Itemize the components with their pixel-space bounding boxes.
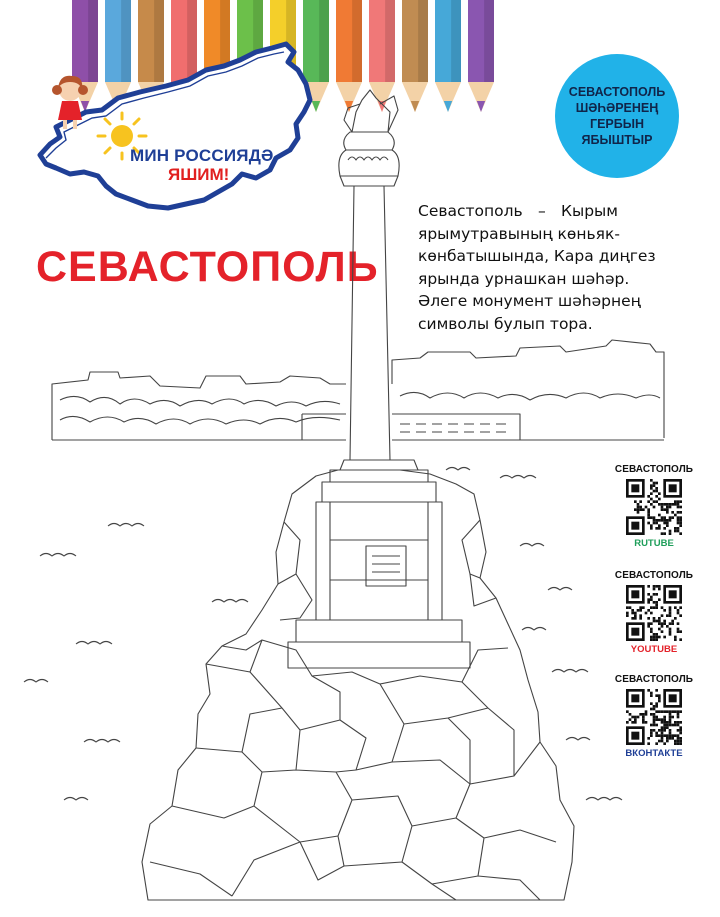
pencil-icon (402, 0, 428, 112)
description-line: Әлеге монумент шәһәрнең (418, 292, 641, 310)
rock-island (142, 470, 574, 900)
badge-line: ШӘҺӘРЕНЕҢ (575, 101, 659, 115)
monument-pedestal (288, 470, 470, 668)
logo-text-line1: МИН РОССИЯДӘ (130, 146, 274, 165)
pencil-icon (468, 0, 494, 112)
qr-label-rutube: RUTUBE (634, 538, 674, 549)
description (418, 200, 656, 335)
qr-block-youtube[interactable] (612, 570, 696, 655)
city-skyline (52, 340, 664, 440)
badge-line: СЕВАСТОПОЛЬ (568, 85, 666, 99)
qr-label-youtube: YOUTUBE (630, 644, 678, 655)
qr-label-vkontakte: ВКОНТАКТЕ (625, 748, 683, 759)
qr-code-icon (626, 479, 682, 535)
description-line: көнбатышында, Кара диңгез (418, 247, 656, 265)
badge-line: ГЕРБЫН (589, 117, 644, 131)
qr-block-rutube[interactable] (612, 464, 696, 549)
qr-code-icon (626, 689, 682, 745)
description-line: символы булып тора. (418, 314, 593, 333)
pencil-icon (336, 0, 362, 112)
coat-of-arms-badge (555, 54, 679, 178)
sun-icon (111, 125, 133, 147)
badge-line: ЯБЫШТЫР (581, 133, 653, 147)
description-line: ярында урнашкан шәһәр. (418, 269, 630, 288)
logo-text-line2: ЯШИМ! (168, 165, 230, 184)
qr-title: СЕВАСТОПОЛЬ (614, 464, 694, 475)
russia-map-icon (36, 40, 316, 220)
qr-title: СЕВАСТОПОЛЬ (614, 674, 694, 685)
qr-block-vkontakte[interactable] (612, 674, 696, 759)
pencil-icon (369, 0, 395, 112)
qr-code-icon (626, 585, 682, 641)
page-title: СЕВАСТОПОЛЬ (36, 243, 379, 291)
qr-title: СЕВАСТОПОЛЬ (614, 570, 694, 581)
description-line: ярымутравының көньяк- (418, 224, 620, 243)
description-line: Севастополь – Кырым (418, 202, 618, 220)
monument-column (347, 186, 392, 460)
pencil-icon (435, 0, 461, 112)
sea-waves (24, 468, 622, 801)
